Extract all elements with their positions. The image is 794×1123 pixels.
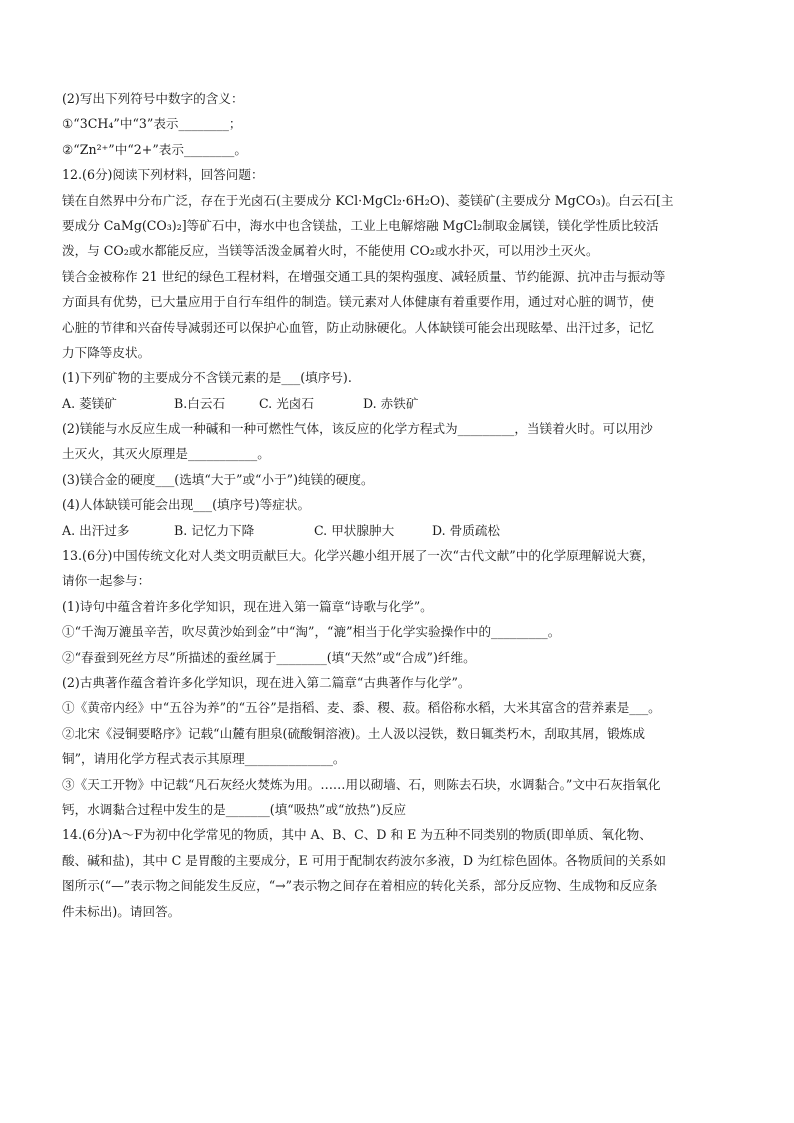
text-line: 钙，水调黏合过程中发生的是_______(填“吸热”或“放热”)反应 xyxy=(62,801,407,817)
question-12-heading: 12.(6分)阅读下列材料，回答问题： xyxy=(62,167,264,183)
text-line: ②“Zn²⁺”中“2+”表示________。 xyxy=(62,141,247,157)
option-d: D. 骨质疏松 xyxy=(432,522,501,538)
option-b: B. 记忆力下降 xyxy=(174,522,255,538)
text-line: 心脏的节律和兴奋传导减弱还可以保护心血管，防止动脉硬化。人体缺镁可能会出现眩晕、出汗过多，记忆 xyxy=(62,319,654,335)
text-line: 铜”，请用化学方程式表示其原理______________。 xyxy=(62,751,346,767)
text-line: 力下降等皮状。 xyxy=(62,344,151,360)
exam-page xyxy=(62,86,734,924)
option-c: C. 光卤石 xyxy=(259,395,314,411)
text-line: 酸、碱和盐)，其中 C 是胃酸的主要成分，E 可用于配制农药波尔多液，D 为红棕色固体。各物质间的关系如 xyxy=(62,852,666,868)
option-d: D. 赤铁矿 xyxy=(363,395,419,411)
options-q12-1 xyxy=(62,391,734,416)
text-line: (2)写出下列符号中数字的含义： xyxy=(62,91,244,106)
text-line: ①“千淘万漉虽辛苦，吹尽黄沙始到金”中“淘”，“漉”相当于化学实验操作中的_________。 xyxy=(62,624,561,640)
option-a: A. 出汗过多 xyxy=(62,522,130,538)
question-14-heading: 14.(6分)A～F为初中化学常见的物质，其中 A、B、C、D 和 E 为五种不同类别的物质(即单质、氧化物、 xyxy=(62,827,652,843)
text-line: 方面具有优势，已大量应用于自行车组件的制造。镁元素对人体健康有着重要作用，通过对心脏的调节，使 xyxy=(62,294,654,310)
text-line: (2)古典著作蕴含着许多化学知识，现在进入第二篇章“古典著作与化学”。 xyxy=(62,674,471,690)
text-line: (2)镁能与水反应生成一种碱和一种可燃性气体，该反应的化学方程式为_________，当镁着火时。可以用沙 xyxy=(62,421,653,437)
text-line: ①《黄帝内经》中“五谷为养”的“五谷”是指稻、麦、黍、稷、菽。稻俗称水稻，大米其富含的营养素是___。 xyxy=(62,700,661,716)
question-13-heading: 13.(6分)中国传统文化对人类文明贡献巨大。化学兴趣小组开展了一次“古代文献”中的化学原理解说大赛， xyxy=(62,548,655,564)
text-line: ③《天工开物》中记载“凡石灰经火焚炼为用。……用以砌墙、石，则陈去石块，水调黏合。”文中石灰指氧化 xyxy=(62,776,661,792)
text-line: 镁合金被称作 21 世纪的绿色工程材料，在增强交通工具的架构强度、减轻质量、节约能源、抗冲击与振动等 xyxy=(62,268,666,284)
text-line: ②北宋《浸铜要略序》记载“山麓有胆泉(硫酸铜溶液)。土人汲以浸铁，数日辄类朽木，刮取其屑，锻炼成 xyxy=(62,725,645,741)
option-a: A. 菱镁矿 xyxy=(62,395,117,411)
text-line: (3)镁合金的硬度___(选填“大于”或“小于”)纯镁的硬度。 xyxy=(62,471,374,487)
option-b: B.白云石 xyxy=(174,395,226,411)
text-line: 请你一起参与： xyxy=(62,573,151,589)
text-line: 土灭火，其灭火原理是___________。 xyxy=(62,446,270,462)
text-line: (1)诗句中蕴含着许多化学知识，现在进入第一篇章“诗歌与化学”。 xyxy=(62,598,433,614)
option-c: C. 甲状腺肿大 xyxy=(314,522,395,538)
text-line: ①“3CH₄”中“3”表示________； xyxy=(62,116,242,132)
text-line: 泼，与 CO₂或水都能反应，当镁等活泼金属着火时，不能使用 CO₂或水扑灭，可以用沙土灭火。 xyxy=(62,243,599,259)
text-line: 图所示(“—”表示物之间能发生反应，“→”表示物之间存在着相应的转化关系，部分反应物、生成物和反应条 xyxy=(62,878,658,894)
text-line: 要成分 CaMg(CO₃)₂]等矿石中，海水中也含镁盐，工业上电解熔融 MgCl₂制取金属镁，镁化学性质比较活 xyxy=(62,217,659,233)
text-line: (4)人体缺镁可能会出现___(填序号)等症状。 xyxy=(62,497,311,513)
options-q12-4 xyxy=(62,518,734,543)
text-line: 件未标出)。请回答。 xyxy=(62,903,181,919)
text-line: (1)下列矿物的主要成分不含镁元素的是___(填序号). xyxy=(62,370,352,386)
text-line: ②“春蚕到死丝方尽”所描述的蚕丝属于________(填“天然”或“合成”)纤维。 xyxy=(62,649,476,665)
text-line: 镁在自然界中分布广泛，存在于光卤石(主要成分 KCl·MgCl₂·6H₂O)、菱镁矿(主要成分 MgCO₃)。白云石[主 xyxy=(62,192,674,208)
